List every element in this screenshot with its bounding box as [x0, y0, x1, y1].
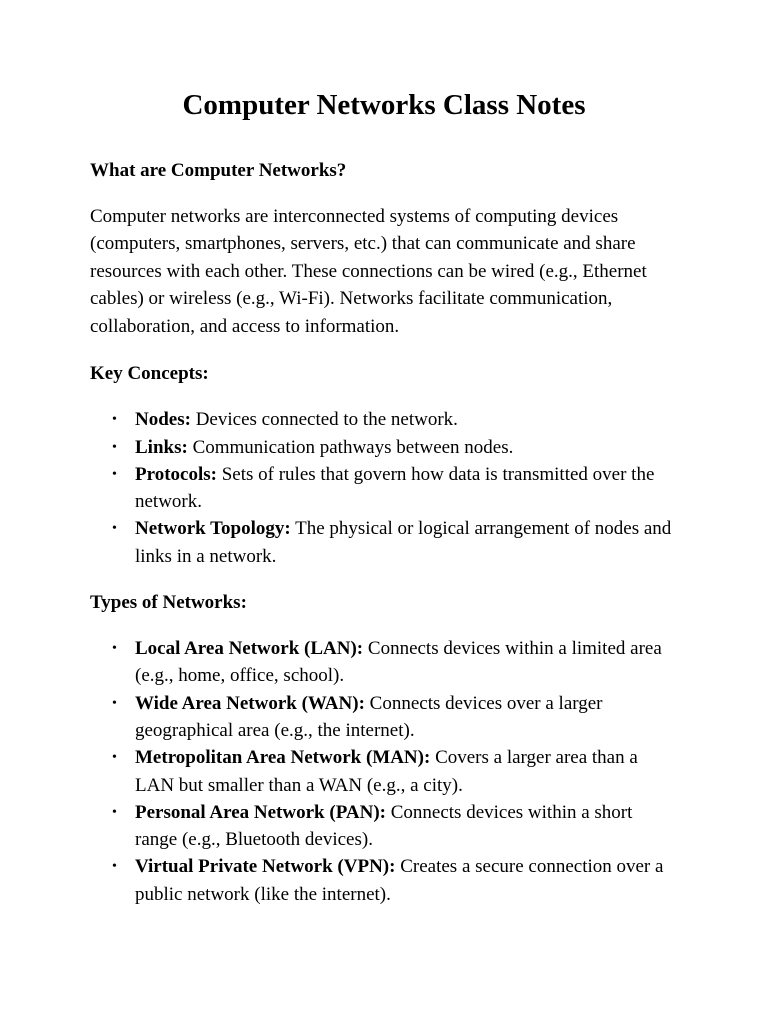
- list-item-term: Network Topology:: [135, 518, 291, 540]
- list-item: [90, 799, 678, 854]
- list-item-text: Creates a secure connection over a public network (like the internet).: [135, 856, 664, 905]
- network-types-list: [90, 635, 678, 908]
- intro-paragraph: Computer networks are interconnected systems of computing devices (computers, smartphones, servers, etc.) that can communicate and share resources with each other. These connections can be wired (e.g., Ethernet cables) or wireless (e.g., Wi-Fi). Networks facilitate communication, collaboration, and access to information.: [90, 205, 647, 337]
- bullet-icon: •: [112, 412, 117, 428]
- list-item-term: Local Area Network (LAN):: [135, 638, 364, 660]
- list-item-term: Links:: [135, 436, 188, 458]
- list-item: [90, 853, 678, 908]
- list-item-term: Protocols:: [135, 463, 217, 485]
- list-item-term: Virtual Private Network (VPN):: [135, 856, 396, 878]
- list-item-term: Metropolitan Area Network (MAN):: [135, 747, 431, 769]
- bullet-icon: •: [112, 695, 117, 711]
- list-item-term: Wide Area Network (WAN):: [135, 692, 365, 714]
- list-item: [90, 406, 678, 433]
- page-title: Computer Networks Class Notes: [182, 89, 586, 121]
- list-item: [90, 744, 678, 799]
- section-heading-intro: What are Computer Networks?: [90, 159, 347, 181]
- list-item-text: Connects devices over a larger geographical area (e.g., the internet).: [135, 692, 603, 741]
- section-heading-key-concepts: Key Concepts:: [90, 363, 209, 385]
- list-item-term: Nodes:: [135, 409, 191, 431]
- list-item: [90, 461, 678, 516]
- bullet-icon: •: [112, 521, 117, 537]
- section-heading-types: Types of Networks:: [90, 592, 247, 614]
- list-item: [90, 515, 678, 570]
- list-item-text: Covers a larger area than a LAN but smaller than a WAN (e.g., a city).: [135, 747, 638, 796]
- bullet-icon: •: [112, 641, 117, 657]
- list-item-text: Devices connected to the network.: [190, 409, 458, 431]
- bullet-icon: •: [112, 750, 117, 766]
- key-concepts-list: [90, 406, 678, 570]
- list-item-term: Personal Area Network (PAN):: [135, 801, 386, 823]
- list-item-text: Connects devices within a limited area (e.g., home, office, school).: [135, 638, 662, 687]
- bullet-icon: •: [112, 439, 117, 455]
- list-item: [90, 434, 678, 461]
- list-item-text: Communication pathways between nodes.: [187, 436, 514, 458]
- list-item-text: Sets of rules that govern how data is transmitted over the network.: [135, 463, 655, 513]
- list-item: [90, 690, 678, 745]
- bullet-icon: •: [112, 804, 117, 820]
- bullet-icon: •: [112, 859, 117, 875]
- bullet-icon: •: [112, 466, 117, 482]
- list-item-text: Connects devices within a short range (e.g., Bluetooth devices).: [135, 801, 633, 851]
- list-item-text: The physical or logical arrangement of nodes and links in a network.: [135, 518, 672, 567]
- list-item: [90, 635, 678, 690]
